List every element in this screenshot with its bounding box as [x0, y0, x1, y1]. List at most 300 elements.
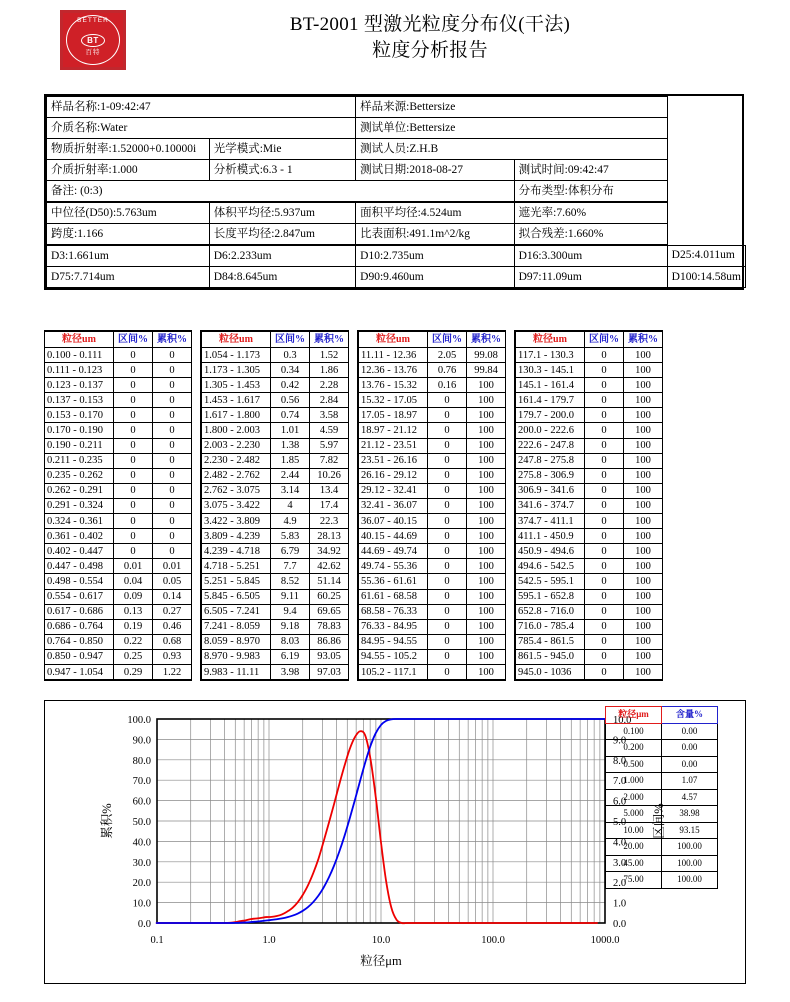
cell-interval-pct: 0 — [114, 514, 153, 529]
block-gap — [349, 544, 359, 559]
cell-d25: D25:4.011um — [667, 245, 745, 267]
cell-cumulative-pct: 0.05 — [153, 574, 192, 589]
cell-interval-pct: 0 — [428, 483, 467, 498]
block-gap — [349, 634, 359, 649]
cell-interval-pct: 0 — [585, 664, 624, 680]
cell-d97: D97:11.09um — [514, 267, 667, 288]
cell-sample-source — [356, 97, 667, 118]
cell-cumulative-pct: 100 — [624, 498, 663, 513]
cell-cumulative-pct: 4.59 — [310, 423, 349, 438]
cell-cumulative-pct: 0.46 — [153, 619, 192, 634]
block-gap — [192, 453, 202, 468]
cell-interval-pct: 0 — [585, 634, 624, 649]
sample-info-section — [44, 94, 744, 290]
block-gap — [349, 604, 359, 619]
block-gap — [506, 514, 516, 529]
block-gap — [192, 408, 202, 423]
cell-size-range: 105.2 - 117.1 — [358, 664, 428, 680]
header-interval-pct: 区间% — [428, 331, 467, 348]
cell-cumulative-pct: 0 — [153, 544, 192, 559]
cell-cumulative-pct: 100 — [624, 514, 663, 529]
label-test-date: 测试日期: — [360, 163, 410, 176]
cell-interval-pct: 2.05 — [428, 348, 467, 363]
table-row — [45, 348, 663, 363]
cell-interval-pct: 0.01 — [114, 559, 153, 574]
label-analysis-mode: 分析模式: — [213, 163, 263, 176]
table-row — [45, 604, 663, 619]
cell-interval-pct: 0.13 — [114, 604, 153, 619]
sample-info-table — [46, 96, 746, 288]
block-gap — [192, 634, 202, 649]
cell-cumulative-pct: 0.93 — [153, 649, 192, 664]
x-axis-tick-label: 1000.0 — [590, 935, 620, 946]
cell-cumulative-pct: 0 — [153, 498, 192, 513]
cell-particle-size: 0.200 — [606, 740, 662, 757]
cell-interval-pct: 0 — [428, 664, 467, 680]
y-axis-right-tick-label: 7.0 — [613, 776, 627, 788]
label-residual: 拟合残差: — [518, 227, 568, 240]
cell-interval-pct: 0 — [585, 348, 624, 363]
logo-ring — [66, 15, 120, 65]
cell-interval-pct: 1.01 — [271, 423, 310, 438]
cell-interval-pct: 0 — [428, 529, 467, 544]
cell-size-range: 0.137 - 0.153 — [45, 393, 114, 408]
value-sample-name: 1-09:42:47 — [100, 100, 151, 113]
cell-medium-ri — [47, 160, 210, 181]
cell-cumulative-pct: 0 — [153, 408, 192, 423]
cell-interval-pct: 0.19 — [114, 619, 153, 634]
cell-size-range: 0.190 - 0.211 — [45, 438, 114, 453]
block-gap — [192, 604, 202, 619]
cell-interval-pct: 8.03 — [271, 634, 310, 649]
cell-size-range: 0.111 - 0.123 — [45, 363, 114, 378]
block-gap — [506, 664, 516, 680]
cell-size-range: 1.173 - 1.305 — [201, 363, 271, 378]
cell-interval-pct: 4.9 — [271, 514, 310, 529]
cell-size-range: 0.235 - 0.262 — [45, 468, 114, 483]
cell-interval-pct: 0 — [585, 514, 624, 529]
cell-size-range: 9.983 - 11.11 — [201, 664, 271, 680]
cell-interval-pct: 0 — [114, 348, 153, 363]
cell-interval-pct: 3.14 — [271, 483, 310, 498]
label-d50: 中位径(D50): — [51, 206, 117, 219]
cell-cumulative-pct: 93.05 — [310, 649, 349, 664]
label-tester: 测试人员: — [360, 142, 410, 155]
cell-cumulative-pct: 100 — [624, 589, 663, 604]
cell-size-range: 200.0 - 222.6 — [515, 423, 585, 438]
block-gap — [192, 544, 202, 559]
cell-interval-pct: 0 — [114, 393, 153, 408]
cell-cumulative-pct: 100 — [624, 423, 663, 438]
cell-size-range: 0.402 - 0.447 — [45, 544, 114, 559]
value-medium-name: Water — [100, 121, 128, 134]
value-tester: Z.H.B — [409, 142, 439, 155]
cell-interval-pct: 0.22 — [114, 634, 153, 649]
y-axis-left-tick-label: 80.0 — [132, 755, 151, 767]
cell-test-unit — [356, 118, 667, 139]
cell-size-range: 1.054 - 1.173 — [201, 348, 271, 363]
block-gap — [506, 634, 516, 649]
header-size-range: 粒径um — [201, 331, 271, 348]
cell-size-range: 0.100 - 0.111 — [45, 348, 114, 363]
cell-cumulative-pct: 100 — [624, 634, 663, 649]
cell-area-mean — [356, 202, 514, 224]
value-d50: 5.763um — [116, 206, 157, 219]
y-axis-left-tick-label: 90.0 — [132, 735, 151, 747]
x-axis-tick-label: 0.1 — [150, 935, 164, 946]
cell-cumulative-pct: 97.03 — [310, 664, 349, 680]
cell-interval-pct: 0.29 — [114, 664, 153, 680]
cell-size-range: 2.230 - 2.482 — [201, 453, 271, 468]
header-cumulative-pct: 累积% — [624, 331, 663, 348]
cell-interval-pct: 0 — [428, 619, 467, 634]
value-analysis-mode: 6.3 - 1 — [262, 163, 293, 176]
cell-interval-pct: 0 — [585, 468, 624, 483]
header-cumulative-pct: 累积% — [153, 331, 192, 348]
cell-d3: D3:1.661um — [47, 245, 210, 267]
cell-d50 — [47, 202, 210, 224]
block-gap — [192, 331, 202, 348]
cell-size-range: 61.61 - 68.58 — [358, 589, 428, 604]
table-row — [45, 378, 663, 393]
cell-size-range: 2.762 - 3.075 — [201, 483, 271, 498]
y-axis-left-tick-label: 70.0 — [132, 776, 151, 788]
info-row-medium — [47, 118, 746, 139]
cell-interval-pct: 0 — [428, 574, 467, 589]
cell-size-range: 450.9 - 494.6 — [515, 544, 585, 559]
block-gap — [506, 468, 516, 483]
cell-ssa — [356, 224, 514, 246]
bettersize-logo — [60, 10, 126, 70]
label-span: 跨度: — [51, 227, 78, 240]
cell-remark — [47, 181, 515, 203]
y-axis-left-tick-label: 50.0 — [132, 817, 151, 828]
cell-size-range: 8.059 - 8.970 — [201, 634, 271, 649]
cell-cumulative-pct: 100 — [624, 408, 663, 423]
block-gap — [192, 348, 202, 363]
header-cumulative-pct: 累积% — [310, 331, 349, 348]
x-axis-title: 粒径μm — [360, 954, 402, 968]
cell-cumulative-pct: 100 — [467, 498, 506, 513]
cell-cumulative-pct: 100 — [624, 649, 663, 664]
value-remark: (0:3) — [80, 184, 103, 197]
cell-material-ri — [47, 139, 210, 160]
cell-cumulative-pct: 100 — [467, 634, 506, 649]
cell-size-range: 341.6 - 374.7 — [515, 498, 585, 513]
cell-content-pct: 0.00 — [662, 756, 718, 773]
block-gap — [506, 544, 516, 559]
cell-size-range: 15.32 - 17.05 — [358, 393, 428, 408]
y-axis-left-tick-label: 40.0 — [132, 837, 151, 849]
cell-interval-pct: 0.3 — [271, 348, 310, 363]
block-gap — [349, 408, 359, 423]
label-sample-source: 样品来源: — [360, 100, 410, 113]
cell-interval-pct: 0 — [114, 363, 153, 378]
block-gap — [349, 348, 359, 363]
cell-cumulative-pct: 0 — [153, 453, 192, 468]
label-test-unit: 测试单位: — [360, 121, 410, 134]
y-axis-left-tick-label: 10.0 — [132, 898, 151, 910]
distribution-data-section — [44, 330, 746, 681]
cell-cumulative-pct: 100 — [467, 393, 506, 408]
cell-cumulative-pct: 99.84 — [467, 363, 506, 378]
cell-interval-pct: 0 — [114, 378, 153, 393]
cell-interval-pct: 0 — [585, 423, 624, 438]
cell-cumulative-pct: 78.83 — [310, 619, 349, 634]
cell-cumulative-pct: 99.08 — [467, 348, 506, 363]
block-gap — [192, 529, 202, 544]
cell-interval-pct: 9.18 — [271, 619, 310, 634]
cell-test-date — [356, 160, 514, 181]
block-gap — [506, 498, 516, 513]
cell-size-range: 117.1 - 130.3 — [515, 348, 585, 363]
table-row — [45, 544, 663, 559]
cell-size-range: 5.251 - 5.845 — [201, 574, 271, 589]
cell-size-range: 4.718 - 5.251 — [201, 559, 271, 574]
value-len-mean: 2.847um — [274, 227, 315, 240]
cell-particle-size: 1.000 — [606, 773, 662, 790]
cell-cumulative-pct: 100 — [467, 664, 506, 680]
logo-bottom-text: 百特 — [85, 49, 101, 56]
table-row — [45, 649, 663, 664]
cell-span — [47, 224, 210, 246]
cell-size-range: 161.4 - 179.7 — [515, 393, 585, 408]
cell-interval-pct: 7.7 — [271, 559, 310, 574]
cell-size-range: 5.845 - 6.505 — [201, 589, 271, 604]
info-row-sample — [47, 97, 746, 118]
cell-cumulative-pct: 100 — [467, 604, 506, 619]
cell-cumulative-pct: 100 — [624, 393, 663, 408]
cell-cumulative-pct: 13.4 — [310, 483, 349, 498]
cell-interval-pct: 0 — [585, 604, 624, 619]
label-remark: 备注: — [51, 184, 78, 197]
cell-size-range: 49.74 - 55.36 — [358, 559, 428, 574]
header-cumulative-pct: 累积% — [467, 331, 506, 348]
cell-size-range: 861.5 - 945.0 — [515, 649, 585, 664]
cell-size-range: 222.6 - 247.8 — [515, 438, 585, 453]
cell-cumulative-pct: 100 — [467, 574, 506, 589]
cell-cumulative-pct: 0.14 — [153, 589, 192, 604]
cell-size-range: 12.36 - 13.76 — [358, 363, 428, 378]
cell-cumulative-pct: 0 — [153, 468, 192, 483]
info-row-span — [47, 224, 746, 246]
block-gap — [349, 393, 359, 408]
cell-interval-pct: 0.04 — [114, 574, 153, 589]
cell-size-range: 18.97 - 21.12 — [358, 423, 428, 438]
cell-cumulative-pct: 10.26 — [310, 468, 349, 483]
value-span: 1.166 — [77, 227, 104, 240]
cell-interval-pct: 0.34 — [271, 363, 310, 378]
side-table-row — [606, 855, 718, 872]
cell-interval-pct: 0 — [428, 498, 467, 513]
cell-interval-pct: 8.52 — [271, 574, 310, 589]
cell-size-range: 0.617 - 0.686 — [45, 604, 114, 619]
block-gap — [506, 483, 516, 498]
cell-interval-pct: 0 — [585, 544, 624, 559]
y-axis-left-tick-label: 60.0 — [132, 796, 151, 808]
cell-interval-pct: 0 — [428, 453, 467, 468]
logo-top-text: BETTER — [77, 17, 109, 24]
cell-content-pct: 93.15 — [662, 822, 718, 839]
cell-cumulative-pct: 42.62 — [310, 559, 349, 574]
cell-content-pct: 38.98 — [662, 806, 718, 823]
cell-size-range: 3.075 - 3.422 — [201, 498, 271, 513]
value-sample-source: Bettersize — [409, 100, 456, 113]
block-gap — [506, 348, 516, 363]
logo-center-text: BT — [81, 34, 105, 47]
cell-interval-pct: 0 — [428, 393, 467, 408]
cell-cumulative-pct: 0 — [153, 514, 192, 529]
cell-analysis-mode — [209, 160, 355, 181]
cell-interval-pct: 0 — [428, 514, 467, 529]
cell-cumulative-pct: 100 — [467, 408, 506, 423]
cell-interval-pct: 0 — [585, 483, 624, 498]
value-test-unit: Bettersize — [409, 121, 456, 134]
cell-interval-pct: 0 — [585, 498, 624, 513]
block-gap — [192, 589, 202, 604]
data-header-row — [45, 331, 663, 348]
table-row — [45, 664, 663, 680]
cell-cumulative-pct: 0 — [153, 438, 192, 453]
content-summary-table — [605, 706, 718, 889]
report-header — [0, 0, 790, 88]
cell-interval-pct: 0 — [585, 649, 624, 664]
block-gap — [506, 589, 516, 604]
cell-interval-pct: 6.19 — [271, 649, 310, 664]
block-gap — [349, 498, 359, 513]
y-axis-right-tick-label: 4.0 — [613, 837, 627, 849]
cell-size-range: 0.170 - 0.190 — [45, 423, 114, 438]
block-gap — [349, 453, 359, 468]
y-axis-left-tick-label: 20.0 — [132, 878, 151, 890]
cell-interval-pct: 0 — [428, 468, 467, 483]
cell-size-range: 652.8 - 716.0 — [515, 604, 585, 619]
cell-interval-pct: 0 — [585, 559, 624, 574]
title-line-2: 粒度分析报告 — [372, 40, 488, 61]
x-axis-tick-label: 100.0 — [481, 935, 505, 946]
block-gap — [192, 363, 202, 378]
cell-cumulative-pct: 17.4 — [310, 498, 349, 513]
cell-size-range: 55.36 - 61.61 — [358, 574, 428, 589]
side-table-row — [606, 773, 718, 790]
cell-cumulative-pct: 0 — [153, 378, 192, 393]
label-optical-model: 光学模式: — [213, 142, 263, 155]
block-gap — [349, 619, 359, 634]
cell-test-time — [514, 160, 667, 181]
cell-size-range: 13.76 - 15.32 — [358, 378, 428, 393]
label-sample-name: 样品名称: — [51, 100, 101, 113]
cell-size-range: 94.55 - 105.2 — [358, 649, 428, 664]
cell-interval-pct: 0 — [585, 408, 624, 423]
cell-cumulative-pct: 0 — [153, 423, 192, 438]
block-gap — [192, 378, 202, 393]
cell-interval-pct: 0 — [114, 453, 153, 468]
y-axis-right-tick-label: 10.0 — [613, 715, 632, 726]
cell-size-range: 8.970 - 9.983 — [201, 649, 271, 664]
cell-interval-pct: 0 — [428, 438, 467, 453]
cell-size-range: 247.8 - 275.8 — [515, 453, 585, 468]
cell-interval-pct: 0 — [428, 589, 467, 604]
y-axis-right-tick-label: 0.0 — [613, 919, 627, 930]
cell-cumulative-pct: 100 — [467, 483, 506, 498]
cell-content-pct: 100.00 — [662, 839, 718, 856]
side-table-row — [606, 839, 718, 856]
cell-cumulative-pct: 51.14 — [310, 574, 349, 589]
block-gap — [506, 453, 516, 468]
header-interval-pct: 区间% — [271, 331, 310, 348]
header-particle-size: 粒径μm — [606, 707, 662, 724]
label-ssa: 比表面积: — [360, 227, 410, 240]
cell-interval-pct: 0 — [114, 483, 153, 498]
cell-interval-pct: 0.74 — [271, 408, 310, 423]
cell-cumulative-pct: 100 — [467, 423, 506, 438]
block-gap — [349, 468, 359, 483]
block-gap — [192, 664, 202, 680]
cell-interval-pct: 0 — [585, 529, 624, 544]
cell-cumulative-pct: 0 — [153, 529, 192, 544]
cell-interval-pct: 0.56 — [271, 393, 310, 408]
block-gap — [349, 378, 359, 393]
info-row-d50 — [47, 202, 746, 224]
cell-interval-pct: 0 — [428, 604, 467, 619]
cell-cumulative-pct: 2.28 — [310, 378, 349, 393]
cell-interval-pct: 0.76 — [428, 363, 467, 378]
cell-interval-pct: 0 — [114, 468, 153, 483]
cell-sample-name — [47, 97, 356, 118]
block-gap — [349, 438, 359, 453]
block-gap — [192, 619, 202, 634]
cell-particle-size: 20.00 — [606, 839, 662, 856]
cell-interval-pct: 3.98 — [271, 664, 310, 680]
x-axis-tick-label: 10.0 — [371, 935, 391, 946]
cell-content-pct: 0.00 — [662, 740, 718, 757]
cell-dist-type — [514, 181, 667, 203]
cell-size-range: 36.07 - 40.15 — [358, 514, 428, 529]
cell-interval-pct: 0.42 — [271, 378, 310, 393]
cell-interval-pct: 0 — [585, 363, 624, 378]
cell-particle-size: 0.100 — [606, 723, 662, 740]
cell-size-range: 542.5 - 595.1 — [515, 574, 585, 589]
y-axis-right-tick-label: 1.0 — [613, 898, 627, 910]
cell-d100: D100:14.58um — [667, 267, 745, 288]
header-size-range: 粒径um — [358, 331, 428, 348]
cell-len-mean — [209, 224, 355, 246]
cell-size-range: 306.9 - 341.6 — [515, 483, 585, 498]
info-row-refractive — [47, 139, 746, 160]
cell-size-range: 84.95 - 94.55 — [358, 634, 428, 649]
cell-content-pct: 0.00 — [662, 723, 718, 740]
cell-d16: D16:3.300um — [514, 245, 667, 267]
block-gap — [506, 604, 516, 619]
cell-interval-pct: 0 — [585, 393, 624, 408]
cell-size-range: 275.8 - 306.9 — [515, 468, 585, 483]
cell-size-range: 0.262 - 0.291 — [45, 483, 114, 498]
cell-cumulative-pct: 100 — [624, 664, 663, 680]
cell-interval-pct: 0 — [585, 438, 624, 453]
cell-cumulative-pct: 0.68 — [153, 634, 192, 649]
cell-cumulative-pct: 28.13 — [310, 529, 349, 544]
cell-size-range: 21.12 - 23.51 — [358, 438, 428, 453]
block-gap — [349, 423, 359, 438]
cell-particle-size: 10.00 — [606, 822, 662, 839]
cell-cumulative-pct: 100 — [624, 574, 663, 589]
cell-particle-size: 0.500 — [606, 756, 662, 773]
cell-interval-pct: 0 — [114, 423, 153, 438]
block-gap — [349, 649, 359, 664]
cell-vol-mean — [209, 202, 355, 224]
block-gap — [349, 589, 359, 604]
block-gap — [349, 529, 359, 544]
